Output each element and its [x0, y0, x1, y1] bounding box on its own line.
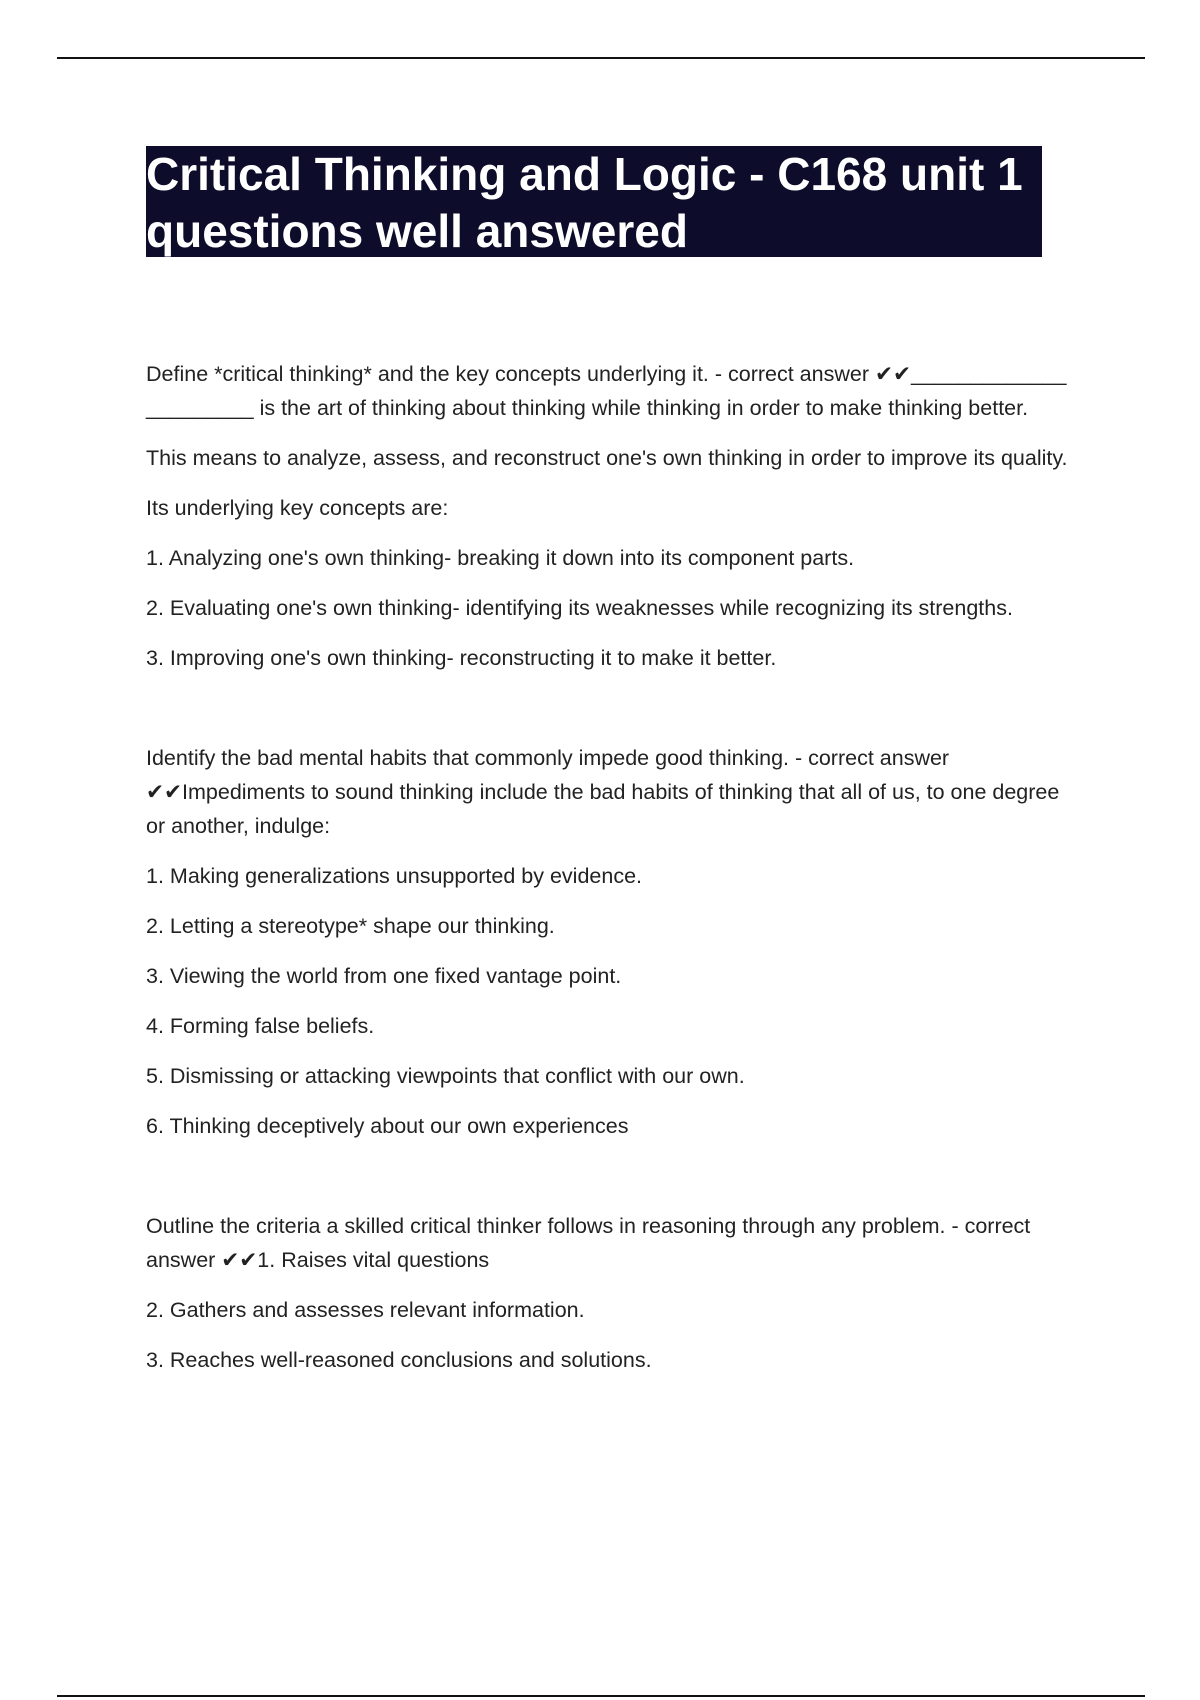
- answer-paragraph: Its underlying key concepts are:: [146, 496, 449, 520]
- bottom-rule: [57, 1695, 1145, 1697]
- list-item: 4. Forming false beliefs.: [146, 1014, 375, 1038]
- qa-section-3: [146, 1209, 1076, 1377]
- list-item: 6. Thinking deceptively about our own experiences: [146, 1114, 629, 1138]
- list-item: 2. Gathers and assesses relevant information.: [146, 1298, 585, 1322]
- question-1: Define *critical thinking* and the key concepts underlying it. - correct answer ✔✔_____________ _________ is the art of thinking about thinking while thinking in order to make thinking better.: [146, 362, 1067, 420]
- list-item: 3. Improving one's own thinking- reconstructing it to make it better.: [146, 646, 777, 670]
- qa-section-1: [146, 357, 1076, 675]
- top-rule: [57, 57, 1145, 59]
- question-2: Identify the bad mental habits that commonly impede good thinking. - correct answer ✔✔Impediments to sound thinking include the bad habits of thinking that all of us, to one degree or another, indulge:: [146, 746, 1060, 838]
- answer-paragraph: This means to analyze, assess, and reconstruct one's own thinking in order to improve its quality.: [146, 446, 1068, 470]
- document-body: [146, 146, 1076, 1393]
- qa-section-2: [146, 741, 1076, 1143]
- list-item: 2. Letting a stereotype* shape our thinking.: [146, 914, 555, 938]
- question-3: Outline the criteria a skilled critical thinker follows in reasoning through any problem. - correct answer ✔✔1. Raises vital questions: [146, 1214, 1031, 1272]
- list-item: 2. Evaluating one's own thinking- identifying its weaknesses while recognizing its strengths.: [146, 596, 1013, 620]
- list-item: 3. Reaches well-reasoned conclusions and solutions.: [146, 1348, 652, 1372]
- title-banner: [146, 146, 1042, 257]
- document-title: Critical Thinking and Logic - C168 unit 1 questions well answered: [146, 148, 1023, 257]
- list-item: 1. Making generalizations unsupported by evidence.: [146, 864, 643, 888]
- list-item: 5. Dismissing or attacking viewpoints that conflict with our own.: [146, 1064, 745, 1088]
- list-item: 3. Viewing the world from one fixed vantage point.: [146, 964, 622, 988]
- list-item: 1. Analyzing one's own thinking- breaking it down into its component parts.: [146, 546, 855, 570]
